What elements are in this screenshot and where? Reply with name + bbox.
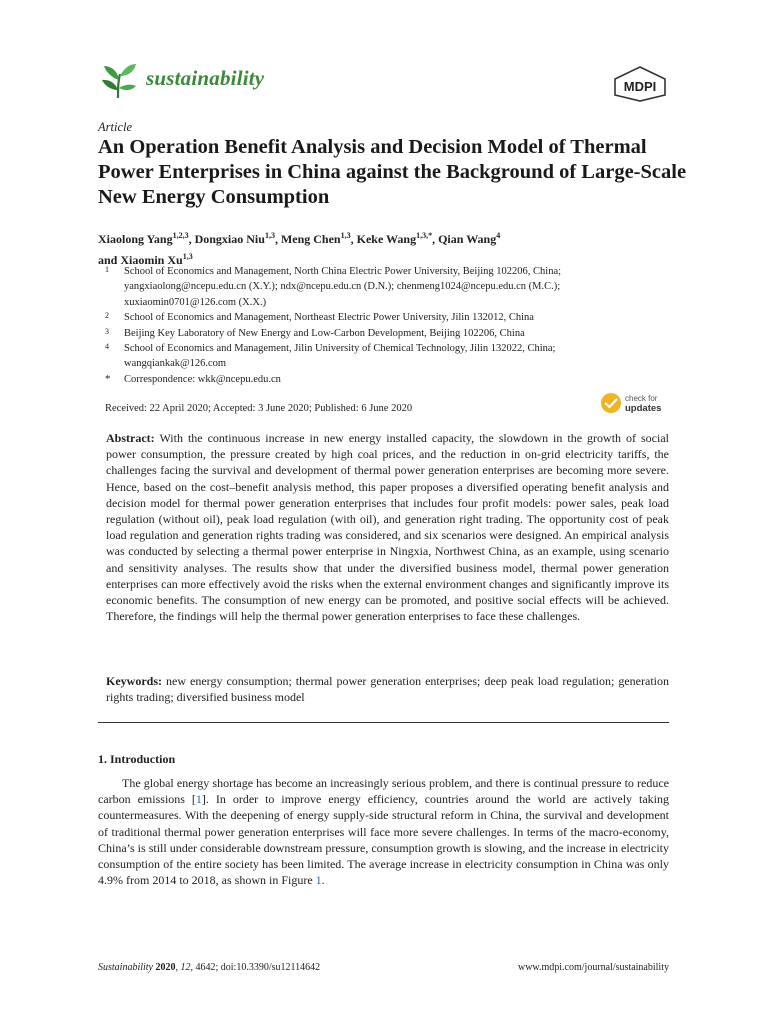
keywords bbox=[106, 673, 669, 705]
footer-journal: Sustainability bbox=[98, 962, 153, 973]
affiliation-item bbox=[98, 341, 678, 372]
affiliation-line: Correspondence: wkk@ncepu.edu.cn bbox=[124, 373, 281, 385]
author-separator: , bbox=[432, 232, 439, 246]
affiliation-marker: 3 bbox=[105, 326, 109, 336]
figure-link[interactable]: 1 bbox=[315, 873, 322, 888]
affiliation-line: Beijing Key Laboratory of New Energy and Low-Carbon Development, Beijing 102206, China bbox=[124, 327, 525, 339]
footer-citation: Sustainability 2020, 12, 4642; doi:10.3390/su12114642 bbox=[98, 962, 321, 973]
check-updates-line1: check for bbox=[625, 394, 658, 403]
publisher-logo bbox=[612, 66, 668, 102]
author-affiliation-marker: 1,2,3 bbox=[172, 231, 189, 240]
author-list bbox=[98, 227, 688, 269]
intro-text-part1: The global energy shortage has become an increasingly serious problem, and there is continual pressure to reduce carbon emissions [ bbox=[98, 776, 669, 807]
author-name: Qian Wang bbox=[438, 232, 497, 246]
abstract-text: With the continuous increase in new energy installed capacity, the slowdown in the growth of social power consumption, the pressure created by high coal prices, and the reduction in on-grid electricity tariffs, the challenges facing the survival and development of thermal power generation enterprises are becoming more severe. Hence, based on the cost–benefit analysis method, this paper proposes a diversified operating benefit analysis and decision model for thermal power generation enterprises that includes four profit models: power sales, peak load regulation (without oil), peak load regulation (with oil), and generation right trading. The opportunity cost of peak load regulation and generation rights trading was considered, and six scenarios were designed. An empirical analysis was conducted by selecting a thermal power enterprise in Ningxia, Northwest China, as an example, using scenario and sensitivity analyses. The results show that under the diversified business model, thermal power generation enterprises can more effectively avoid the risks when the external environment changes and significantly improve its economic benefits. The consumption of new energy can be promoted, and positive social effects will be achieved. Therefore, the findings will help the thermal power generation enterprises to face these challenges. bbox=[106, 431, 669, 624]
keywords-text: new energy consumption; thermal power generation enterprises; deep peak load regulation; generation rights trading; diversified business model bbox=[106, 674, 669, 705]
footer-year: 2020 bbox=[155, 962, 176, 973]
author-separator: , bbox=[350, 232, 357, 246]
intro-text-part3: . bbox=[321, 873, 325, 888]
affiliation-line: wangqiankak@126.com bbox=[124, 358, 227, 370]
affiliations bbox=[98, 264, 678, 387]
publisher-name: MDPI bbox=[623, 79, 657, 94]
article-type: Article bbox=[98, 120, 133, 134]
affiliation-item bbox=[98, 310, 678, 325]
section-divider bbox=[98, 722, 669, 723]
author-affiliation-marker: 1,3,* bbox=[416, 231, 433, 240]
affiliation-line: School of Economics and Management, North China Electric Power University, Beijing 102206, China; bbox=[124, 266, 562, 277]
author-affiliation-marker: 4 bbox=[496, 231, 501, 240]
author-affiliation-marker: 1,3 bbox=[340, 231, 351, 240]
abstract bbox=[106, 430, 669, 624]
check-updates-line2: updates bbox=[625, 403, 662, 414]
footer-doi: , 4642; doi:10.3390/su12114642 bbox=[190, 962, 321, 973]
abstract-label: Abstract: bbox=[106, 431, 155, 445]
author-affiliation-marker: 1,3 bbox=[264, 231, 275, 240]
introduction-paragraph bbox=[98, 775, 669, 888]
footer-journal-url[interactable]: www.mdpi.com/journal/sustainability bbox=[517, 962, 669, 973]
footer-volume: 12 bbox=[180, 962, 191, 973]
section-heading-introduction: 1. Introduction bbox=[98, 752, 176, 766]
author-name: Dongxiao Niu bbox=[194, 232, 265, 246]
author-affiliation-marker: 1,3 bbox=[182, 252, 193, 261]
mdpi-logo-icon bbox=[612, 66, 668, 102]
affiliation-item bbox=[98, 264, 678, 310]
affiliation-line: School of Economics and Management, Jilin University of Chemical Technology, Jilin 132022, China; bbox=[124, 343, 556, 355]
author-separator: , bbox=[274, 232, 281, 246]
affiliation-marker: 4 bbox=[105, 342, 109, 352]
author-name: Keke Wang bbox=[356, 232, 417, 246]
affiliation-line: School of Economics and Management, Northeast Electric Power University, Jilin 132012, China bbox=[124, 312, 534, 324]
affiliation-line: xuxiaomin0701@126.com (X.X.) bbox=[124, 296, 267, 308]
affiliation-item bbox=[98, 326, 678, 341]
author-name: Xiaolong Yang bbox=[98, 232, 173, 246]
affiliation-marker: 1 bbox=[105, 265, 109, 274]
keywords-label: Keywords: bbox=[106, 674, 162, 688]
citation-link[interactable]: 1 bbox=[195, 792, 202, 807]
affiliation-line: yangxiaolong@ncepu.edu.cn (X.Y.); ndx@ncepu.edu.cn (D.N.); chenmeng1024@ncepu.edu.cn (M.C.); bbox=[124, 281, 561, 293]
intro-text-part2: ]. In order to improve energy efficiency, countries around the world are actively taking countermeasures. With the deepening of energy supply-side structural reform in China, the survival and development of traditional thermal power generation enterprises will face more severe challenges. In terms of the macro-economy, China’s is still under considerable downstream pressure, consumption growth is slowing, and the increase in electricity consumption of the entire society has been limited. The average increase in electricity consumption in China was only 4.9% from 2014 to 2018, as shown in Figure bbox=[98, 792, 670, 888]
affiliation-marker: 2 bbox=[105, 311, 109, 321]
affiliation-item bbox=[98, 372, 678, 387]
affiliation-marker: * bbox=[105, 372, 111, 385]
journal-logo-icon bbox=[98, 58, 138, 102]
author-name: and Xiaomin Xu bbox=[98, 253, 183, 267]
publication-dates: Received: 22 April 2020; Accepted: 3 June 2020; Published: 6 June 2020 bbox=[105, 403, 413, 414]
journal-name: sustainability bbox=[146, 66, 265, 90]
check-updates-icon bbox=[601, 393, 621, 413]
paper-title: An Operation Benefit Analysis and Decision Model of Thermal Power Enterprises in China against the Background of Large-Scale New Energy Consumption bbox=[98, 136, 687, 208]
author-name: Meng Chen bbox=[280, 232, 341, 246]
author-separator: , bbox=[188, 232, 195, 246]
check-for-updates-badge[interactable] bbox=[600, 391, 672, 415]
